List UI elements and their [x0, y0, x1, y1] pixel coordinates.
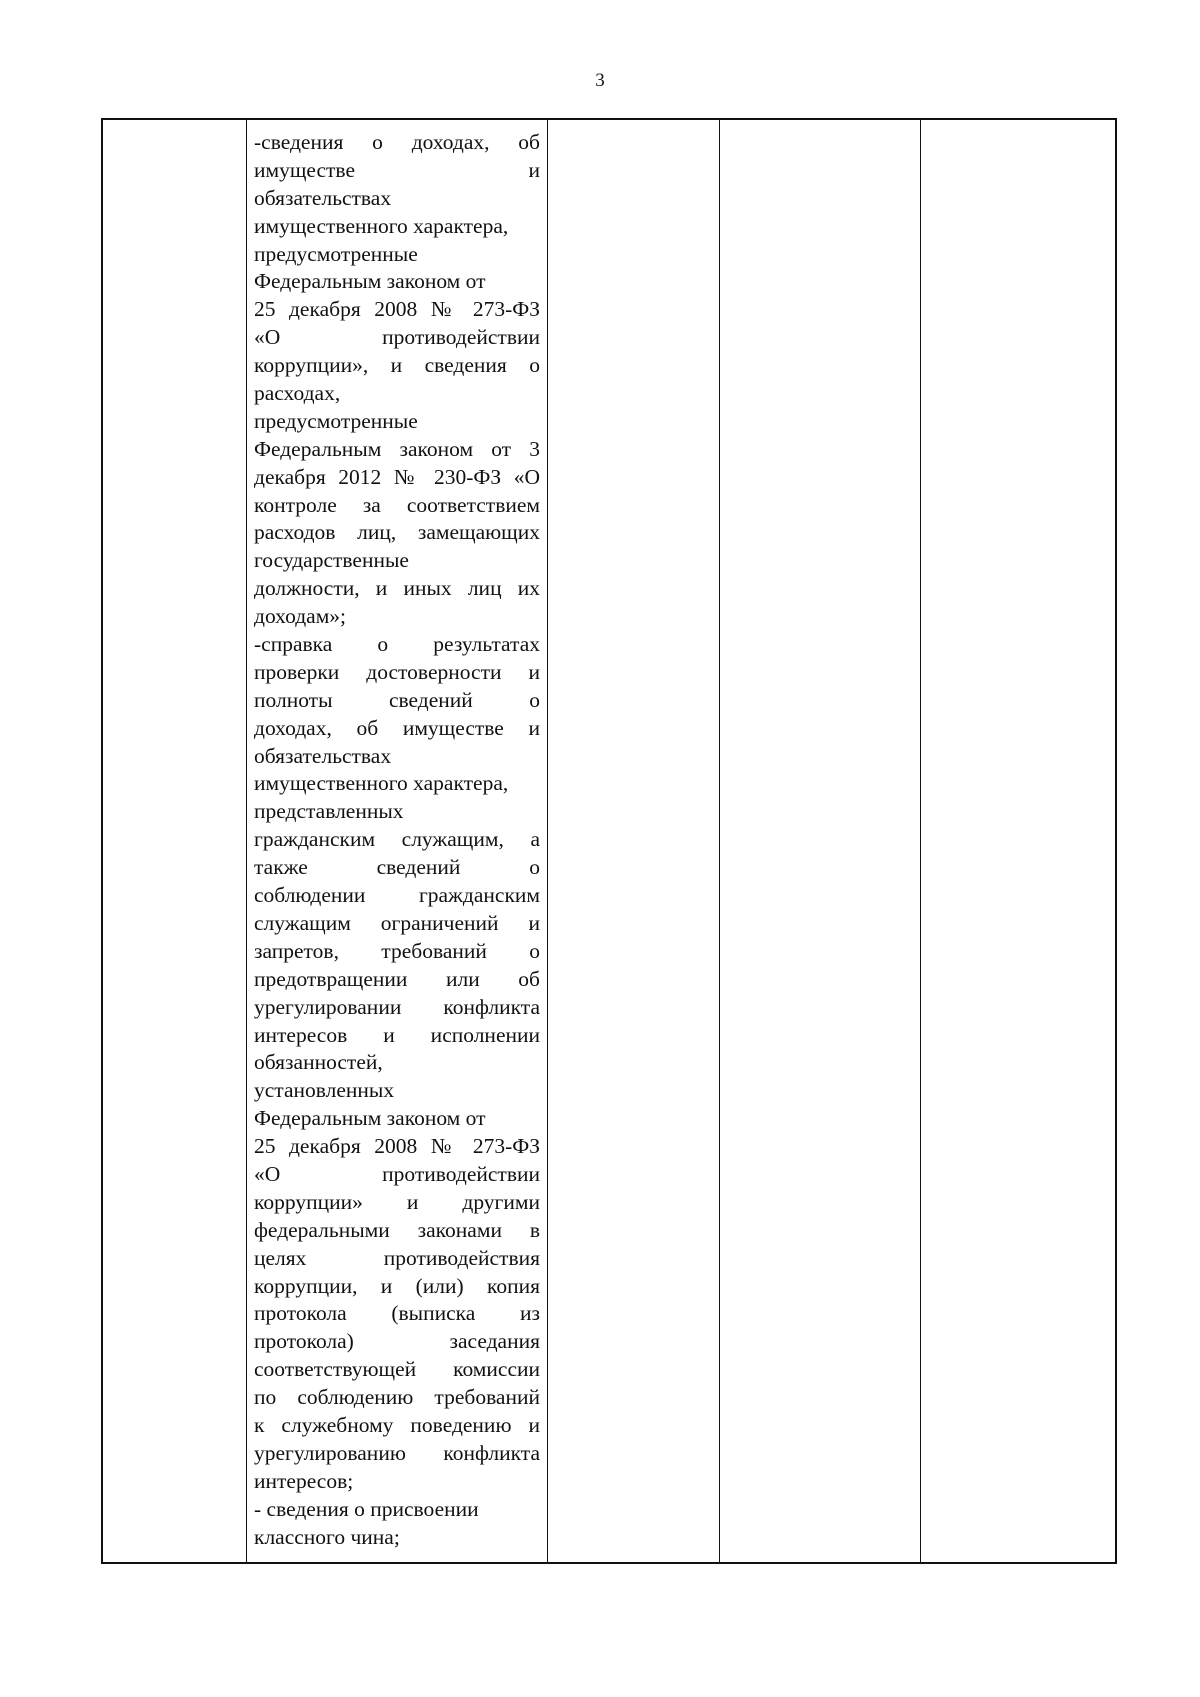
text-line: «О противодействии [254, 325, 540, 350]
text-line: полноты сведений о [254, 687, 540, 712]
text-line: Федеральным законом от [254, 269, 486, 294]
text-line: доходам»; [254, 604, 347, 629]
table-cell-col3 [548, 120, 720, 1562]
text-line: интересов и исполнении [254, 1022, 540, 1047]
text-line: запретов, требований о [254, 938, 540, 963]
text-line: Федеральным законом от [254, 1106, 486, 1131]
text-line: «О противодействии [254, 1161, 540, 1186]
text-line: целях противодействия [254, 1245, 540, 1270]
text-line: декабря 2012 № 230-ФЗ «О [254, 464, 540, 489]
text-line: гражданским служащим, а [254, 827, 540, 852]
table-cell-col5 [921, 120, 1115, 1562]
table-cell-col4 [720, 120, 921, 1562]
text-line: имущественного характера, [254, 213, 509, 238]
text-line: обязанностей, [254, 1050, 383, 1075]
text-line: коррупции», и сведения о [254, 353, 540, 378]
text-line: протокола (выписка из [254, 1301, 540, 1326]
text-line: соответствующей комиссии [254, 1357, 540, 1382]
text-line: имущественного характера, [254, 771, 509, 796]
text-line: протокола) заседания [254, 1329, 540, 1354]
table-cell-col2 [247, 120, 548, 1562]
text-line: по соблюдению требований [254, 1385, 540, 1410]
text-line: коррупции» и другими [254, 1189, 540, 1214]
text-line: расходов лиц, замещающих [254, 520, 540, 545]
text-line: федеральными законами в [254, 1217, 540, 1242]
text-line: расходах, [254, 381, 341, 406]
text-line: обязательствах [254, 185, 392, 210]
text-line: - сведения о присвоении [254, 1496, 479, 1521]
text-line: имуществе и [254, 157, 540, 182]
text-line: проверки достоверности и [254, 659, 540, 684]
table-cell-col1 [103, 120, 247, 1562]
text-line: Федеральным законом от 3 [254, 436, 540, 461]
text-line: установленных [254, 1078, 395, 1103]
text-line: должности, и иных лиц их [254, 576, 540, 601]
text-line: соблюдении гражданским [254, 883, 540, 908]
text-line: 25 декабря 2008 № 273-ФЗ [254, 1134, 540, 1159]
text-line: классного чина; [254, 1524, 400, 1549]
text-line: представленных [254, 799, 404, 824]
text-line: служащим ограничений и [254, 910, 540, 935]
text-line: предусмотренные [254, 408, 418, 433]
text-line: интересов; [254, 1468, 354, 1493]
text-line: обязательствах [254, 743, 392, 768]
text-line: также сведений о [254, 855, 540, 880]
text-line: предотвращении или об [254, 966, 540, 991]
text-line: -сведения о доходах, об [254, 130, 540, 154]
text-line: контроле за соответствием [254, 492, 540, 517]
text-line: урегулированию конфликта [254, 1440, 540, 1465]
text-line: 25 декабря 2008 № 273-ФЗ [254, 297, 540, 322]
document-table [101, 118, 1117, 1564]
text-line: к служебному поведению и [254, 1412, 540, 1437]
text-line: урегулировании конфликта [254, 994, 540, 1019]
text-line: -справка о результатах [254, 632, 540, 657]
text-line: предусмотренные [254, 241, 418, 266]
text-line: коррупции, и (или) копия [254, 1273, 540, 1298]
text-line: доходах, об имуществе и [254, 715, 540, 740]
page-number: 3 [595, 70, 605, 91]
text-line: государственные [254, 548, 409, 573]
